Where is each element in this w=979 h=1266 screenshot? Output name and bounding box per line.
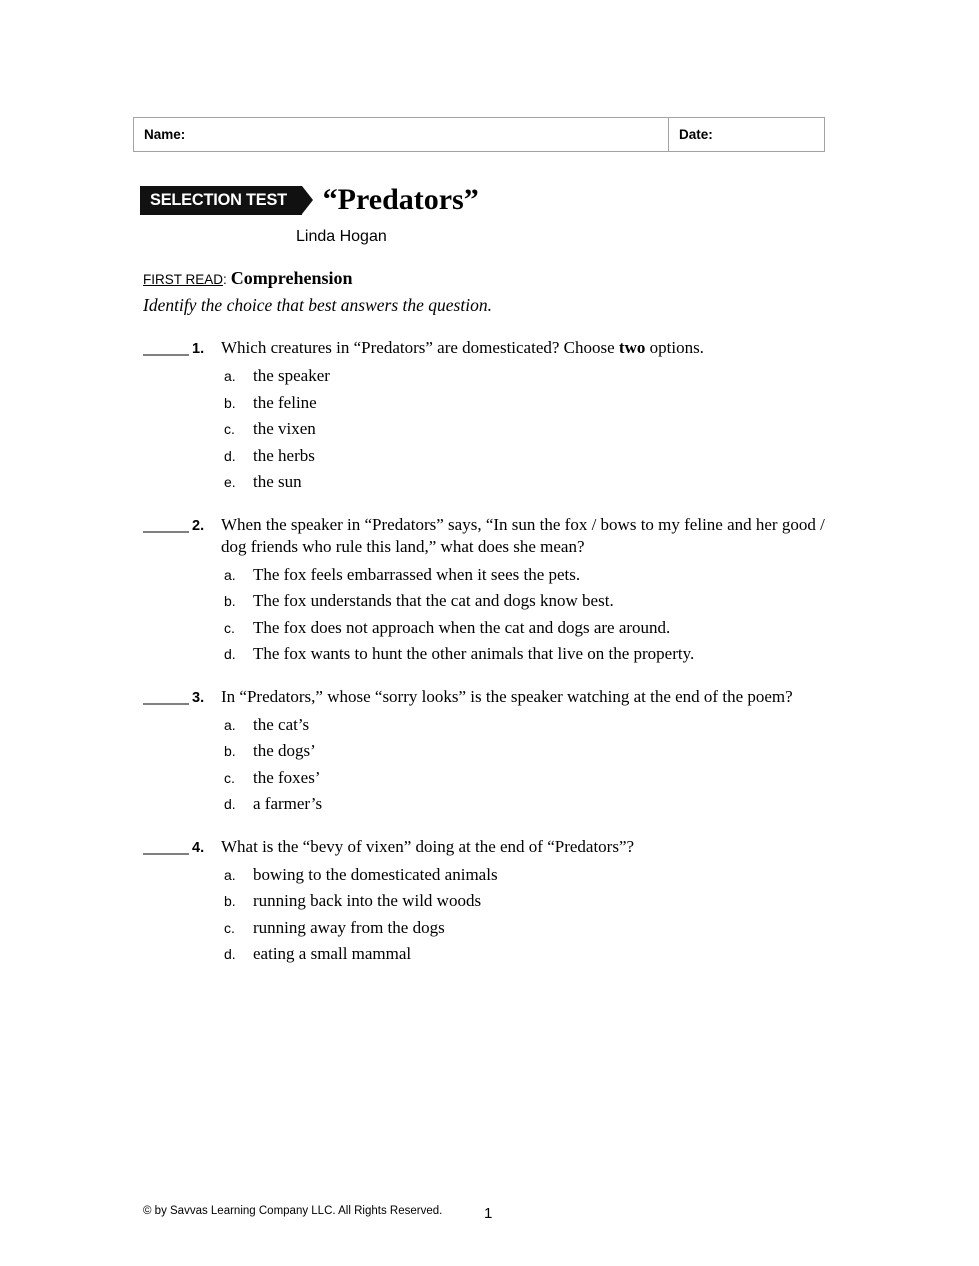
option-letter: a.	[224, 716, 236, 733]
question-2-option-a[interactable]	[224, 562, 853, 589]
question-2-text-run: When the speaker in “Predators” says, “In sun the fox / bows to my feline and her good / dog friends who rule this land,” what does she mean?	[221, 514, 825, 556]
page-footer	[143, 1205, 843, 1222]
option-text: The fox feels embarrassed when it sees the pets.	[253, 564, 581, 584]
option-letter: d.	[224, 946, 236, 962]
question-1-option-c[interactable]	[224, 416, 853, 443]
question-4-text	[221, 836, 848, 858]
option-text: the cat’s	[253, 714, 310, 734]
option-letter: b.	[224, 743, 236, 759]
date-label: Date:	[679, 127, 713, 142]
name-field[interactable]	[133, 117, 668, 152]
question-4	[143, 836, 853, 968]
option-text: the speaker	[253, 366, 330, 385]
question-2	[143, 514, 853, 668]
question-3-line	[143, 686, 853, 708]
option-text: the feline	[253, 392, 317, 412]
question-4-answer-blank[interactable]	[143, 853, 189, 855]
option-text: the foxes’	[253, 767, 321, 787]
question-3	[143, 686, 853, 818]
question-2-option-c[interactable]	[224, 615, 853, 642]
question-4-options	[224, 862, 853, 968]
option-letter: c.	[224, 769, 235, 786]
option-text: The fox understands that the cat and dogs know best.	[253, 591, 614, 610]
option-text: running away from the dogs	[253, 917, 445, 937]
question-1	[143, 337, 853, 496]
option-letter: b.	[224, 893, 236, 909]
question-1-option-b[interactable]	[224, 390, 853, 417]
option-letter: c.	[224, 919, 235, 936]
question-3-text	[221, 686, 848, 708]
option-letter: b.	[224, 593, 236, 609]
option-letter: c.	[224, 619, 235, 636]
question-4-number: 4.	[192, 839, 205, 856]
option-text: the dogs’	[253, 741, 316, 760]
page-title: “Predators”	[322, 183, 479, 216]
question-3-options	[224, 712, 853, 818]
first-read-label: FIRST READ	[143, 272, 224, 287]
question-2-line	[143, 514, 853, 558]
question-1-option-e[interactable]	[224, 469, 853, 496]
section-separator: :	[223, 272, 227, 287]
section-category: Comprehension	[230, 268, 353, 288]
question-2-options	[224, 562, 853, 668]
question-1-number: 1.	[192, 341, 205, 357]
option-text: running back into the wild woods	[253, 891, 482, 910]
question-1-text-run-bold: two	[618, 338, 646, 357]
question-1-option-a[interactable]	[224, 363, 853, 390]
question-1-line	[143, 337, 853, 359]
question-2-option-d[interactable]	[224, 641, 853, 668]
option-text: bowing to the domesticated animals	[253, 864, 498, 884]
banner-label: SELECTION TEST	[150, 190, 287, 209]
option-text: the vixen	[253, 419, 316, 438]
question-4-option-c[interactable]	[224, 915, 853, 942]
option-letter: a.	[224, 866, 236, 883]
question-2-number: 2.	[192, 517, 205, 534]
option-letter: a.	[224, 566, 236, 583]
question-2-text	[221, 514, 848, 558]
selection-test-banner	[140, 186, 302, 215]
question-1-options	[224, 363, 853, 496]
question-1-answer-blank[interactable]	[143, 354, 189, 356]
question-1-text	[221, 337, 848, 359]
test-content	[143, 268, 853, 968]
question-3-option-a[interactable]	[224, 712, 853, 739]
author-name: Linda Hogan	[296, 228, 387, 245]
question-4-text-run: What is the “bevy of vixen” doing at the end of “Predators”?	[221, 836, 635, 856]
banner-arrow-icon	[302, 186, 313, 214]
option-text: The fox wants to hunt the other animals that live on the property.	[253, 644, 695, 663]
page-number: 1	[484, 1205, 493, 1222]
name-date-header	[133, 117, 825, 152]
question-4-option-d[interactable]	[224, 941, 853, 968]
option-letter: d.	[224, 646, 236, 662]
option-letter: b.	[224, 394, 236, 411]
option-text: the herbs	[253, 445, 315, 465]
option-text: the sun	[253, 472, 302, 491]
option-letter: c.	[224, 421, 235, 437]
question-3-number: 3.	[192, 689, 205, 706]
title-block	[140, 185, 479, 215]
question-3-answer-blank[interactable]	[143, 703, 189, 705]
question-3-text-run: In “Predators,” whose “sorry looks” is the speaker watching at the end of the poem?	[221, 686, 793, 706]
question-1-text-run: options.	[645, 338, 704, 357]
option-text: a farmer’s	[253, 794, 323, 813]
copyright-text: © by Savvas Learning Company LLC. All Rights Reserved.	[143, 1205, 443, 1217]
option-letter: d.	[224, 796, 236, 812]
question-3-option-c[interactable]	[224, 765, 853, 792]
section-heading	[143, 268, 853, 290]
question-4-option-b[interactable]	[224, 888, 853, 915]
question-2-answer-blank[interactable]	[143, 531, 189, 533]
name-label: Name:	[144, 127, 186, 142]
question-1-text-run: Which creatures in “Predators” are domesticated? Choose	[221, 338, 619, 357]
question-1-option-d[interactable]	[224, 443, 853, 470]
date-field[interactable]	[668, 117, 825, 152]
option-letter: d.	[224, 447, 236, 464]
option-letter: e.	[224, 474, 236, 490]
question-4-line	[143, 836, 853, 858]
instruction-text: Identify the choice that best answers the question.	[143, 295, 492, 315]
question-3-option-b[interactable]	[224, 738, 853, 765]
option-text: eating a small mammal	[253, 944, 412, 963]
question-2-option-b[interactable]	[224, 588, 853, 615]
question-4-option-a[interactable]	[224, 862, 853, 889]
question-3-option-d[interactable]	[224, 791, 853, 818]
option-letter: a.	[224, 368, 236, 384]
option-text: The fox does not approach when the cat and dogs are around.	[253, 617, 671, 637]
